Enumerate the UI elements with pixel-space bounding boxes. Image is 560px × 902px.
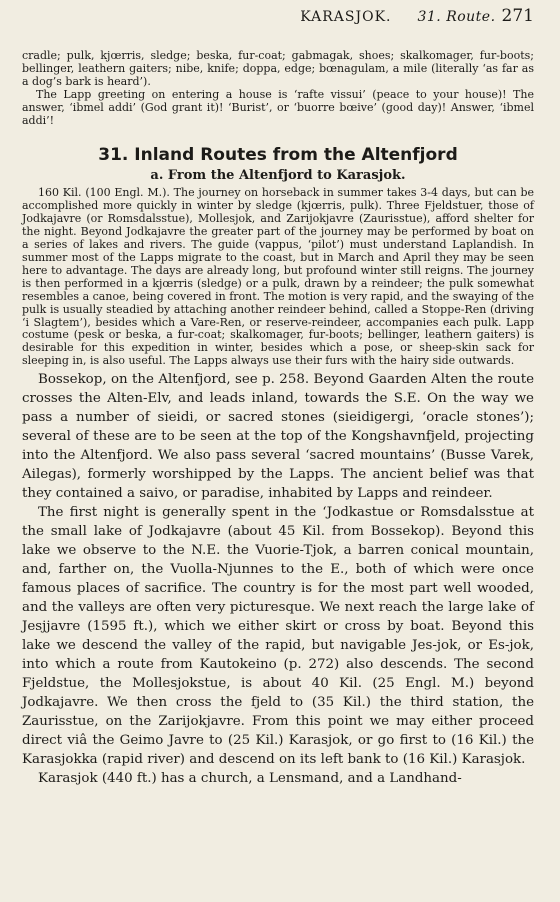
bossekop-paragraph: Bossekop, on the Altenfjord, see p. 258. Beyond Gaarden Alten the route crosses the Alten-Elv, and leads inland, towards the S.E. On the way we pass a number of sieidi, or sacred stones (sieidigergi, ‘oracle stones’); several of these are to be seen at the top of the Kongshavnfjeld, projecting into the Altenfjord. We also pass several ‘sacred mountains’ (Busse Varek, Ailegas), formerly worshipped by the Lapps. The ancient belief was that they contained a saivo, or paradise, inhabited by Lapps and reindeer. — [22, 372, 534, 502]
route-label: 31. Route. — [417, 9, 496, 25]
greeting-paragraph: The Lapp greeting on entering a house is ‘rafte vissui’ (peace to your house)! The answer, ‘ibmel addi’ (God grant it)! ‘Burist’, or ‘buorre bœive’ (good day)! Answer, ‘ibmel addi’! — [22, 87, 534, 127]
running-title: KARASJOK. — [300, 9, 392, 25]
first-night-paragraph: The first night is generally spent in the ‘Jodkastue or Romsdalsstue at the small lake of Jodkajavre (about 45 Kil. from Bossekop). Beyond this lake we observe to the N.E. the Vuorie-Tjok, a barren conical mountain, and, farther on, the Vuolla-Njunnes to the E., both of which were once famous places of sacrifice. The country is for the most part well wooded, and the valleys are often very picturesque. We next reach the large lake of Jesjjavre (1595 ft.), which we either skirt or cross by boat. Beyond this lake we descend the valley of the rapid, but navigable Jes-jok, or Es-jok, into which a route from Kautokeino (p. 272) also descends. The second Fjeldstue, the Mollesjokstue, is about 40 Kil. (25 Engl. M.) beyond Jodkajavre. We then cross the fjeld to (35 Kil.) the third station, the Zaurisstue, on the Zarijokjavre. From this point we may either proceed direct viâ the Geimo Javre to (25 Kil.) Karasjok, or go first to (16 Kil.) the Karasjokka (rapid river) and descend on its left bank to (16 Kil.) Karasjok. — [22, 505, 534, 768]
vocabulary-paragraph: cradle; pulk, kjœrris, sledge; beska, fur-coat; gabmagak, shoes; skalkomager, fur-boots; bellinger, leathern gaiters; nibe, knife; doppa, edge; bœnagulam, a mile (literally ‘as far as a dog’s bark is heard’). — [22, 49, 534, 88]
route-description — [22, 370, 534, 788]
section-subtitle: a. From the Altenfjord to Karasjok. — [150, 168, 406, 184]
route-summary-paragraph: 160 Kil. (100 Engl. M.). The journey on horseback in summer takes 3-4 days, but can be accomplished more quickly in winter by sledge (kjœrris, pulk). Three Fjeldstuer, those of Jodkajavre (or Romsdalsstue), Mollesjok, and Zarijokjavre (Zaurisstue), afford shelter for the night. Beyond Jodkajavre the greater part of the journey may be performed by boat on a series of lakes and rivers. The guide (vappus, ‘pilot’) must understand Laplandish. In summer most of the Lapps migrate to the coast, but in March and April they may be seen here to advantage. The days are already long, but profound winter still reigns. The journey is then performed in a kjœrris (sledge) or a pulk, drawn by a reindeer; the pulk somewhat resembles a canoe, being covered in front. The motion is very rapid, and the swaying of the pulk is usually steadied by attaching another reindeer behind, called a Stoppe-Ren (driving ‘i Slagtem’), besides which a Vare-Ren, or reserve-reindeer, accompanies each pulk. Lapp costume (pesk or beska, a fur-coat; skalkomager, fur-boots; bellinger, leathern gaiters) is desirable for this expedition in winter, besides which a pose, or sheep-skin sack for sleeping in, is also useful. The Lapps always use their furs with the hairy side outwards. — [22, 186, 534, 368]
vocabulary-block — [22, 50, 534, 127]
route-summary-block — [22, 187, 534, 368]
page-number: 271 — [501, 6, 534, 26]
running-header — [22, 6, 534, 28]
karasjok-paragraph: Karasjok (440 ft.) has a church, a Lensmand, and a Landhand- — [38, 771, 462, 787]
section-title: 31. Inland Routes from the Altenfjord — [98, 145, 458, 166]
